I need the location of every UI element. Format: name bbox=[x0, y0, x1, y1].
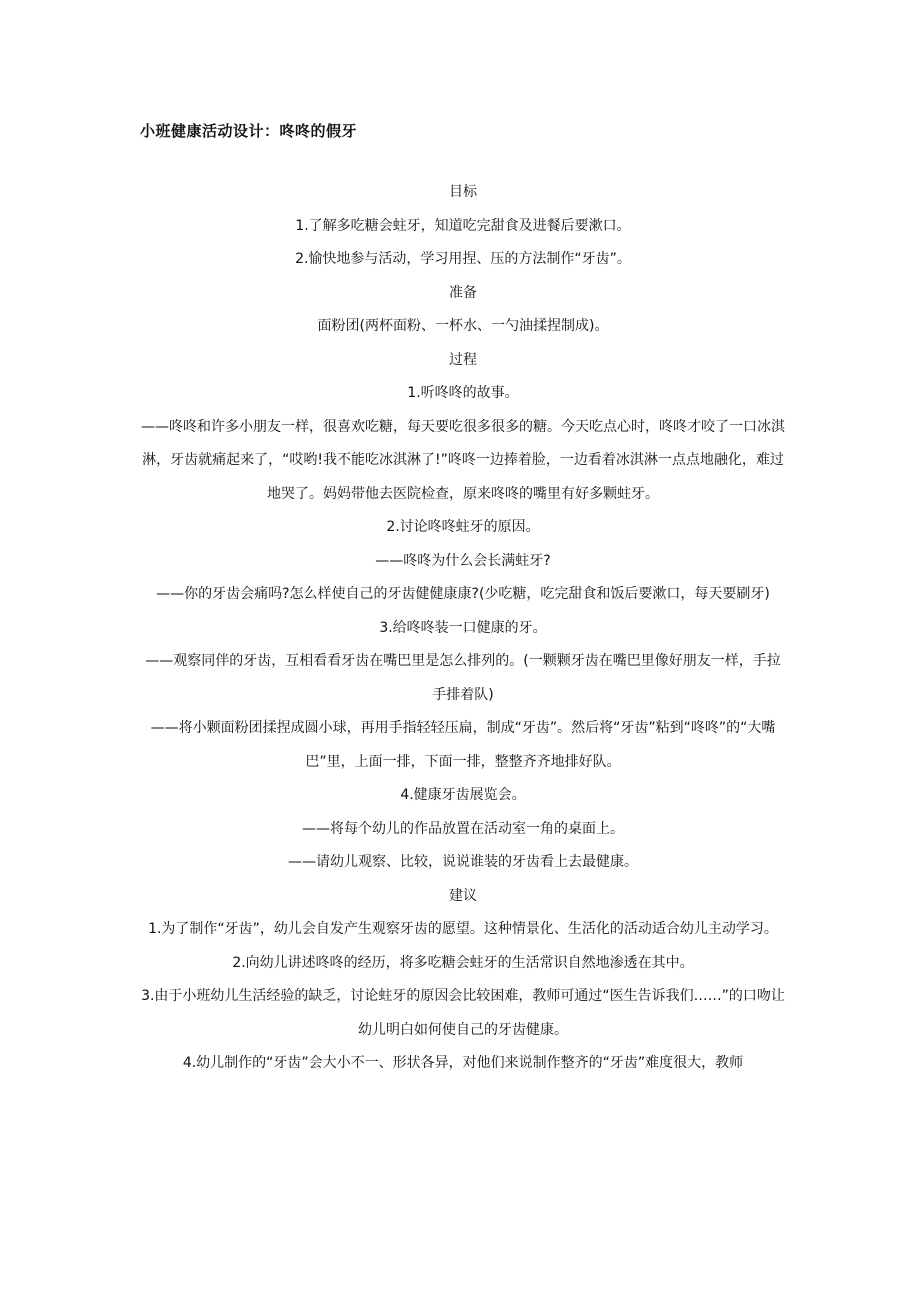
document-body bbox=[140, 176, 786, 1081]
section-heading-process: 过程 bbox=[449, 351, 477, 368]
process-step-4: 4.健康牙齿展览会。 bbox=[400, 787, 526, 803]
process-step-2: 2.讨论咚咚蛀牙的原因。 bbox=[386, 519, 540, 535]
document-title: 小班健康活动设计：咚咚的假牙 bbox=[140, 122, 358, 140]
section-heading-suggestions: 建议 bbox=[449, 887, 477, 904]
suggestion-item-3: 3.由于小班幼儿生活经验的缺乏，讨论蛀牙的原因会比较困难，教师可通过“医生告诉我们……”的口吻让幼儿明白如何使自己的牙齿健康。 bbox=[141, 988, 785, 1038]
process-step-1: 1.听咚咚的故事。 bbox=[407, 385, 519, 401]
process-question-1: ——咚咚为什么会长满蛀牙? bbox=[375, 552, 551, 569]
process-step-3: 3.给咚咚装一口健康的牙。 bbox=[379, 619, 547, 636]
section-heading-preparation: 准备 bbox=[449, 284, 477, 301]
preparation-item: 面粉团(两杯面粉、一杯水、一勺油揉捏制成)。 bbox=[317, 318, 609, 334]
suggestion-item-4: 4.幼儿制作的“牙齿”会大小不一、形状各异，对他们来说制作整齐的“牙齿”难度很大，教师 bbox=[182, 1055, 744, 1071]
process-make-teeth-paragraph: ——将小颗面粉团揉捏成圆小球，再用手指轻轻压扁，制成“牙齿”。然后将“牙齿”粘到“咚咚”的“大嘴巴”里，上面一排，下面一排，整整齐齐地排好队。 bbox=[150, 720, 776, 770]
suggestion-item-1: 1.为了制作“牙齿”，幼儿会自发产生观察牙齿的愿望。这种情景化、生活化的活动适合幼儿主动学习。 bbox=[148, 921, 778, 937]
goal-item-2: 2.愉快地参与活动，学习用捏、压的方法制作“牙齿”。 bbox=[295, 251, 631, 267]
process-display-paragraph: ——将每个幼儿的作品放置在活动室一角的桌面上。 bbox=[302, 820, 624, 837]
process-compare-paragraph: ——请幼儿观察、比较，说说谁装的牙齿看上去最健康。 bbox=[288, 854, 638, 870]
process-story-paragraph: ——咚咚和许多小朋友一样，很喜欢吃糖，每天要吃很多很多的糖。今天吃点心时，咚咚才咬了一口冰淇淋，牙齿就痛起来了，“哎哟!我不能吃冰淇淋了!”咚咚一边捧着脸，一边看着冰淇淋一点点地融化，难过地哭了。妈妈带他去医院检查，原来咚咚的嘴里有好多颗蛀牙。 bbox=[141, 418, 785, 502]
process-observe-paragraph: ——观察同伴的牙齿，互相看看牙齿在嘴巴里是怎么排列的。(一颗颗牙齿在嘴巴里像好朋友一样，手拉手排着队) bbox=[145, 653, 781, 703]
goal-item-1: 1.了解多吃糖会蛀牙，知道吃完甜食及进餐后要漱口。 bbox=[295, 217, 631, 234]
process-question-2: ——你的牙齿会痛吗?怎么样使自己的牙齿健健康康?(少吃糖，吃完甜食和饭后要漱口，每天要刷牙) bbox=[156, 586, 770, 602]
suggestion-item-2: 2.向幼儿讲述咚咚的经历，将多吃糖会蛀牙的生活常识自然地渗透在其中。 bbox=[232, 954, 694, 971]
section-heading-goal: 目标 bbox=[449, 184, 477, 200]
